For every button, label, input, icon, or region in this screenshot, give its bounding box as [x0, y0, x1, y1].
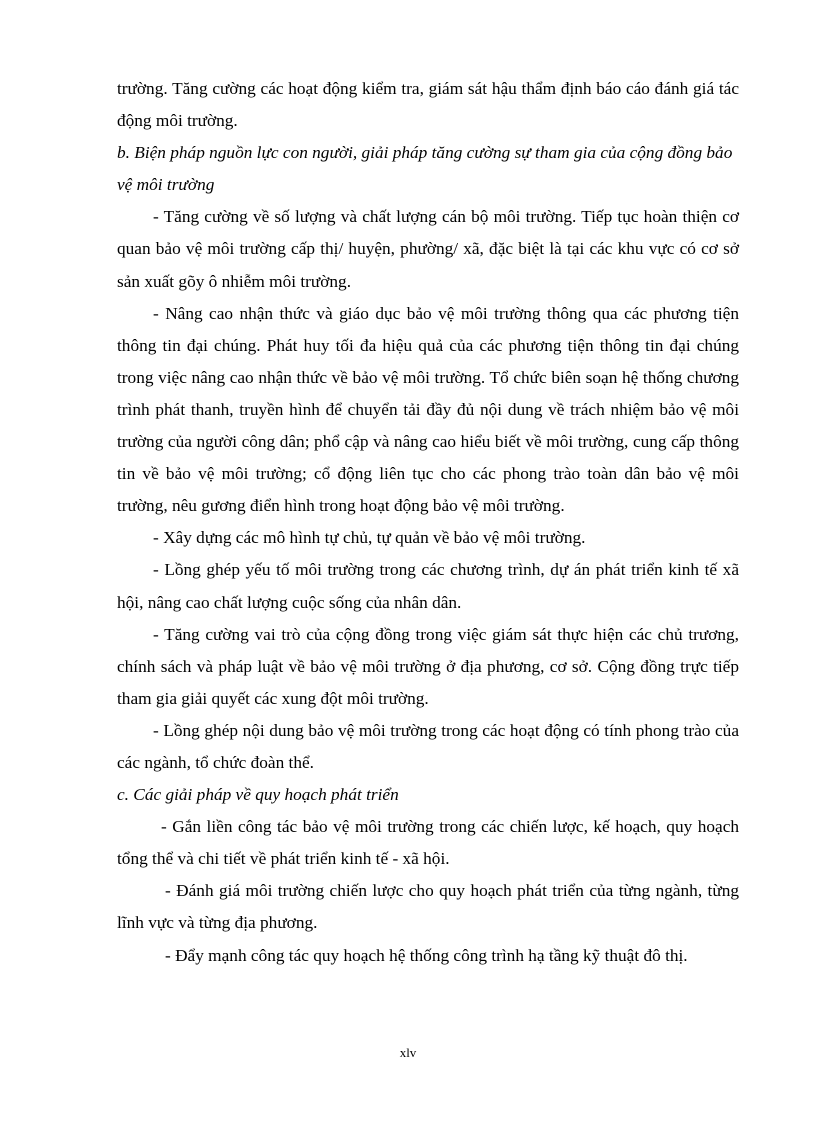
paragraph-continuation: trường. Tăng cường các hoạt động kiểm tra, giám sát hậu thẩm định báo cáo đánh giá tác động môi trường.: [117, 79, 739, 131]
paragraph-self-management: - Xây dựng các mô hình tự chủ, tự quản về bảo vệ môi trường.: [153, 528, 586, 548]
paragraph-assessment: - Đánh giá môi trường chiến lược cho quy hoạch phát triển của từng ngành, từng lĩnh vực và từng địa phương.: [117, 881, 739, 933]
paragraph-movements: - Lồng ghép nội dung bảo vệ môi trường trong các hoạt động có tính phong trào của các ngành, tổ chức đoàn thể.: [117, 720, 739, 772]
paragraph-staff: - Tăng cường về số lượng và chất lượng cán bộ môi trường. Tiếp tục hoàn thiện cơ quan bảo vệ môi trường cấp thị/ huyện, phường/ xã, đặc biệt là tại các khu vực có cơ sở sản xuất gõy ô nhiễm môi trường.: [117, 207, 739, 291]
paragraph-strategy: - Gắn liền công tác bảo vệ môi trường trong các chiến lược, kế hoạch, quy hoạch tổng thể và chi tiết về phát triển kinh tế - xã hội.: [117, 817, 739, 869]
paragraph-community: - Tăng cường vai trò của cộng đồng trong việc giám sát thực hiện các chủ trương, chính sách và pháp luật về bảo vệ môi trường ở địa phương, cơ sở. Cộng đồng trực tiếp tham gia giải quyết các xung đột môi trường.: [117, 624, 739, 708]
paragraph-awareness: - Nâng cao nhận thức và giáo dục bảo vệ môi trường thông qua các phương tiện thông tin đại chúng. Phát huy tối đa hiệu quả của các phương tiện thông tin đại chúng trong việc nâng cao nhận thức về bảo vệ môi trường. Tổ chức biên soạn hệ thống chương trình phát thanh, truyền hình để chuyển tải đầy đủ nội dung về trách nhiệm bảo vệ môi trường của người công dân; phổ cập và nâng cao hiểu biết về môi trường, cung cấp thông tin về bảo vệ môi trường; cổ động liên tục cho các phong trào toàn dân bảo vệ môi trường, nêu gương điển hình trong hoạt động bảo vệ môi trường.: [117, 303, 739, 516]
paragraph-infrastructure: - Đẩy mạnh công tác quy hoạch hệ thống công trình hạ tầng kỹ thuật đô thị.: [165, 945, 688, 965]
paragraph-integration: - Lồng ghép yếu tố môi trường trong các chương trình, dự án phát triển kinh tế xã hội, nâng cao chất lượng cuộc sống của nhân dân.: [117, 560, 739, 612]
document-body: [117, 73, 739, 972]
page-number: xlv: [399, 1045, 417, 1060]
section-heading-b: b. Biện pháp nguồn lực con người, giải pháp tăng cường sự tham gia của cộng đồng bảo vệ môi trường: [117, 143, 733, 195]
section-heading-c: c. Các giải pháp về quy hoạch phát triển: [117, 785, 399, 805]
